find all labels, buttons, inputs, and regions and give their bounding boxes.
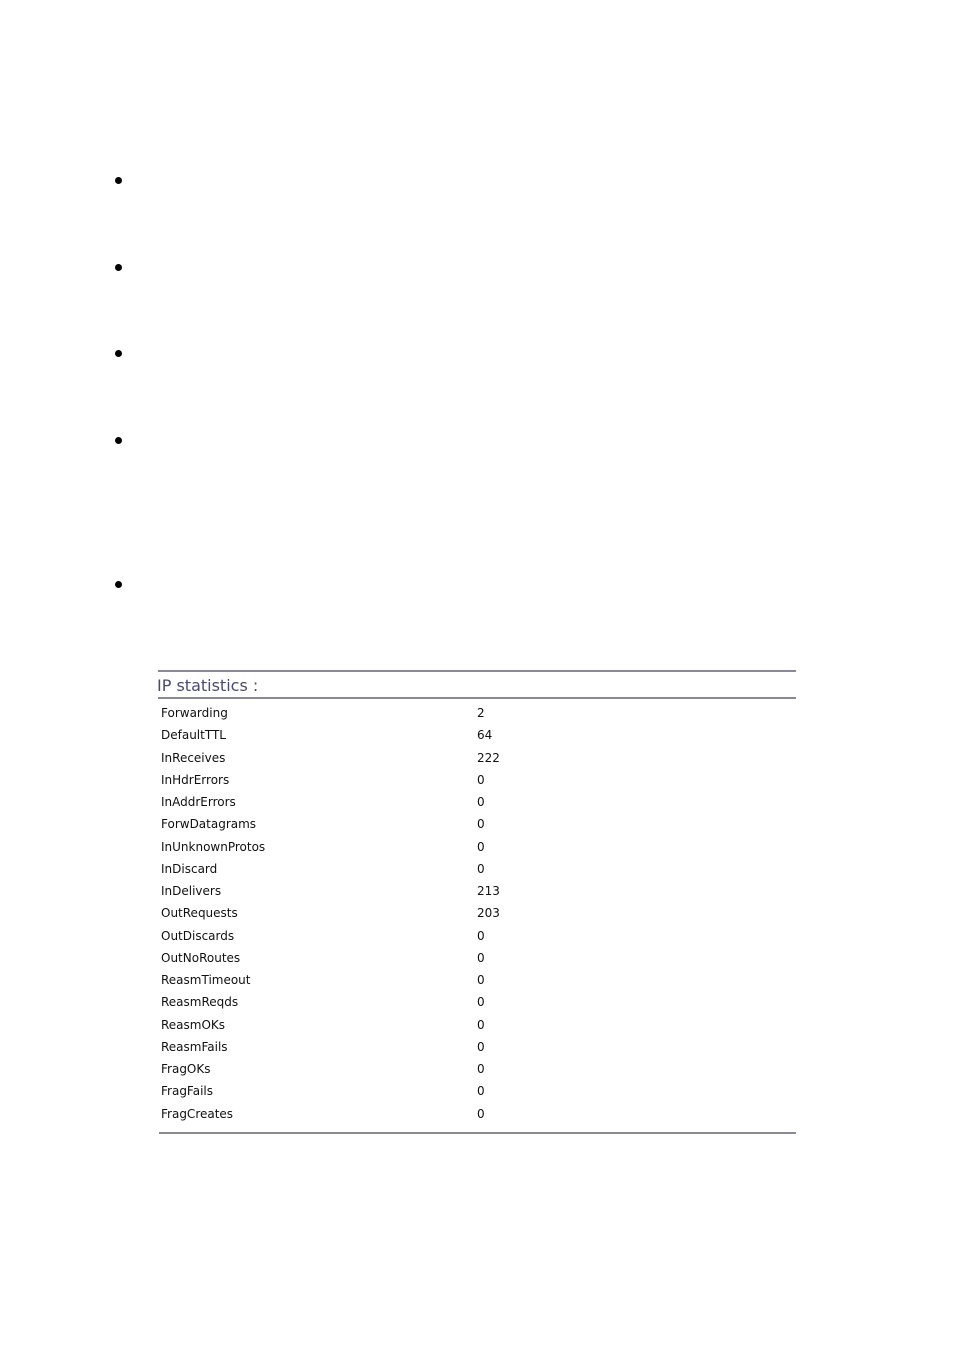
ip-statistics-table bbox=[157, 699, 796, 1125]
stat-value: 0 bbox=[477, 1106, 485, 1121]
table-row bbox=[157, 836, 796, 858]
ip-statistics-title: IP statistics : bbox=[157, 676, 259, 695]
stat-value: 0 bbox=[477, 839, 485, 854]
stat-name: OutDiscards bbox=[161, 928, 235, 943]
stat-name: InUnknownProtos bbox=[161, 839, 266, 854]
bullet-marker bbox=[115, 264, 122, 271]
stat-name: InReceives bbox=[161, 750, 226, 765]
stat-name: ReasmTimeout bbox=[161, 973, 251, 987]
stat-value: 0 bbox=[477, 995, 485, 1010]
table-row bbox=[157, 747, 796, 769]
stat-name: ReasmReqds bbox=[161, 995, 239, 1010]
stat-value: 2 bbox=[477, 706, 485, 720]
stat-value: 64 bbox=[477, 728, 493, 743]
stat-value: 203 bbox=[477, 906, 500, 921]
table-row bbox=[157, 969, 796, 991]
stat-name: DefaultTTL bbox=[161, 728, 226, 743]
stat-value: 222 bbox=[477, 750, 500, 765]
stat-name: InAddrErrors bbox=[161, 795, 236, 809]
table-row bbox=[157, 925, 796, 947]
stat-name: ForwDatagrams bbox=[161, 817, 257, 832]
table-row bbox=[157, 702, 796, 724]
stat-name: ReasmOKs bbox=[161, 1017, 226, 1032]
stat-name: OutRequests bbox=[161, 906, 238, 921]
ip-statistics-panel bbox=[157, 670, 796, 1134]
bullet-marker bbox=[115, 350, 122, 357]
table-row bbox=[157, 769, 796, 791]
bullet-marker bbox=[115, 437, 122, 444]
stat-name: InDelivers bbox=[161, 884, 222, 898]
table-row bbox=[157, 902, 796, 924]
table-row bbox=[157, 791, 796, 813]
table-row bbox=[157, 991, 796, 1013]
stat-value: 0 bbox=[477, 795, 485, 809]
stat-value: 213 bbox=[477, 884, 500, 898]
table-row bbox=[157, 947, 796, 969]
stat-value: 0 bbox=[477, 928, 485, 943]
table-row bbox=[157, 1103, 796, 1125]
stat-value: 0 bbox=[477, 1084, 485, 1099]
stat-name: FragFails bbox=[161, 1084, 214, 1099]
table-row bbox=[157, 813, 796, 835]
stat-value: 0 bbox=[477, 950, 485, 965]
bullet-marker bbox=[115, 581, 122, 588]
table-row bbox=[157, 1080, 796, 1102]
stat-name: InHdrErrors bbox=[161, 772, 230, 787]
stat-value: 0 bbox=[477, 861, 485, 876]
stat-value: 0 bbox=[477, 1062, 485, 1076]
table-row bbox=[157, 1036, 796, 1058]
stat-value: 0 bbox=[477, 1039, 485, 1054]
stat-value: 0 bbox=[477, 817, 485, 832]
table-row bbox=[157, 858, 796, 880]
bullet-marker bbox=[115, 177, 122, 184]
table-row bbox=[157, 880, 796, 902]
stat-value: 0 bbox=[477, 973, 485, 987]
stat-name: Forwarding bbox=[161, 706, 228, 720]
stat-name: FragCreates bbox=[161, 1106, 234, 1121]
stat-value: 0 bbox=[477, 772, 485, 787]
stat-value: 0 bbox=[477, 1017, 485, 1032]
table-row bbox=[157, 1058, 796, 1080]
stat-name: InDiscard bbox=[161, 861, 218, 876]
table-row bbox=[157, 724, 796, 746]
table-row bbox=[157, 1014, 796, 1036]
stat-name: FragOKs bbox=[161, 1062, 211, 1076]
bottom-divider bbox=[159, 1132, 796, 1134]
stat-name: OutNoRoutes bbox=[161, 950, 241, 965]
stat-name: ReasmFails bbox=[161, 1039, 228, 1054]
